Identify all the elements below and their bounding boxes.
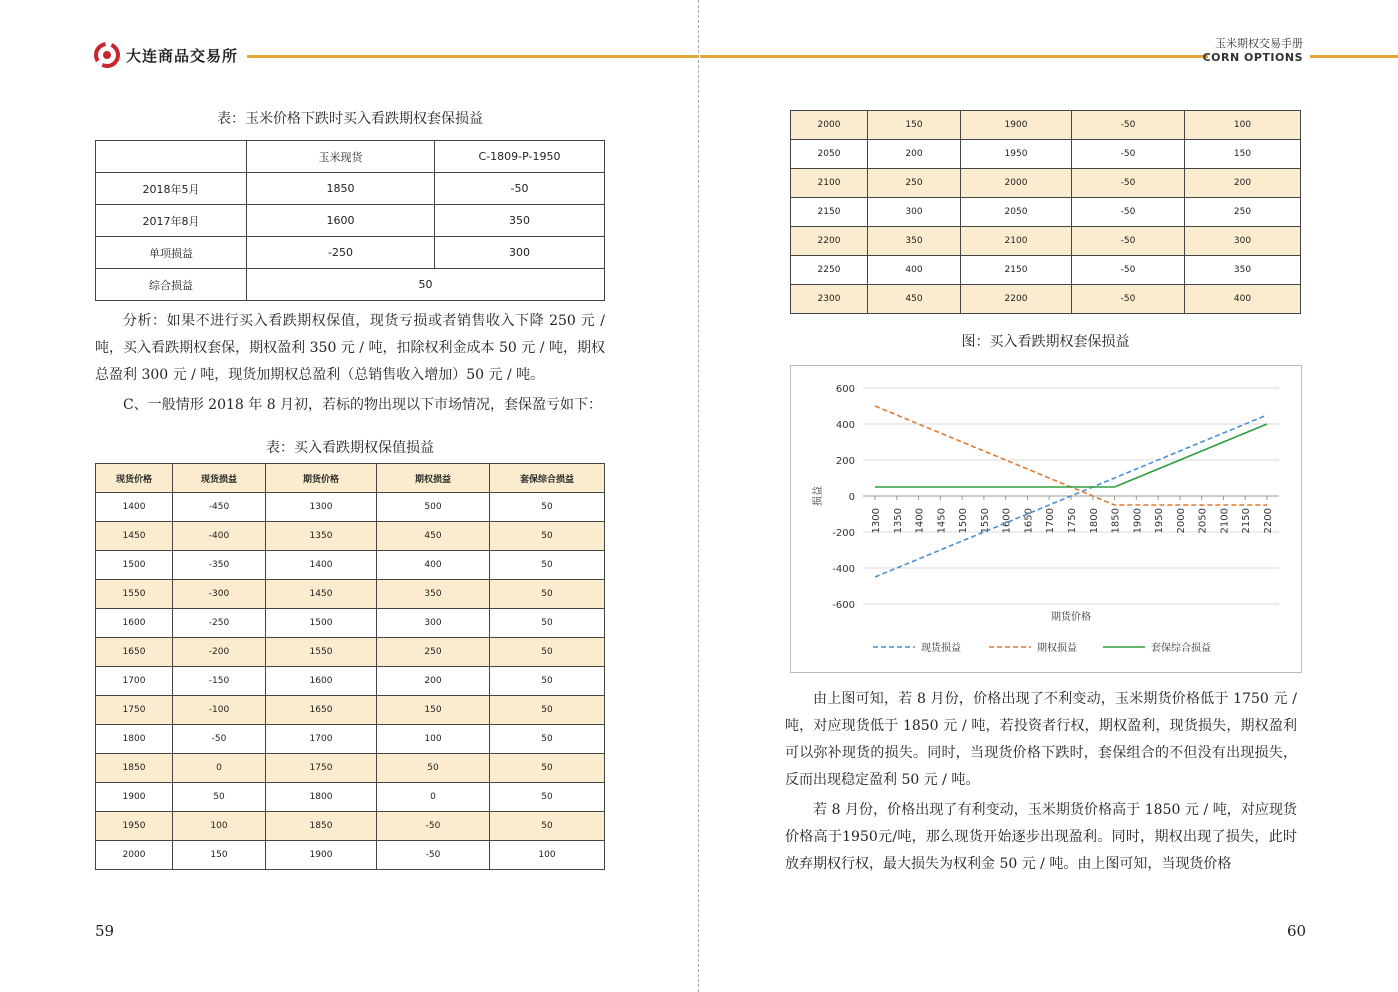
table-row [791, 198, 1301, 227]
x-tick-label: 1750 [1067, 508, 1078, 534]
table-cell: 单项损益 [96, 237, 247, 269]
table-row [96, 493, 605, 522]
hedge-pnl-chart [790, 365, 1302, 673]
table-cell: -200 [173, 638, 266, 667]
table-cell: 1750 [266, 754, 377, 783]
table-cell: 1350 [266, 522, 377, 551]
table-cell: 50 [490, 522, 605, 551]
table-cell: 50 [490, 667, 605, 696]
table-cell: 50 [490, 696, 605, 725]
table-cell: -50 [173, 725, 266, 754]
y-tick-label: 600 [835, 384, 855, 395]
table-header-cell: 现货价格 [96, 464, 173, 493]
header-rule [1310, 55, 1398, 58]
table-cell: 300 [1185, 227, 1301, 256]
table-cell: 400 [377, 551, 490, 580]
table-cell: 300 [868, 198, 961, 227]
x-tick-label: 1350 [892, 508, 904, 534]
table-row [96, 638, 605, 667]
table-cell: 50 [377, 754, 490, 783]
table-row [96, 269, 605, 301]
page-divider [698, 0, 699, 992]
table-cell: 350 [377, 580, 490, 609]
table-row [791, 111, 1301, 140]
header-rule [247, 55, 698, 58]
table-cell: 150 [1185, 140, 1301, 169]
page-number: 59 [95, 922, 115, 940]
table-cell: 2200 [791, 227, 868, 256]
table-cell: 200 [1185, 169, 1301, 198]
left-page [0, 0, 698, 992]
table-cell: 300 [377, 609, 490, 638]
x-tick-label: 1850 [1110, 508, 1122, 534]
book-title: 玉米期权交易手册 [1215, 37, 1303, 50]
table-cell: 400 [868, 256, 961, 285]
table-cell: 350 [868, 227, 961, 256]
table-cell: 2300 [791, 285, 868, 314]
table-cell: -250 [247, 237, 435, 269]
header-rule [700, 55, 1208, 58]
table-cell: 100 [490, 841, 605, 870]
hedge-table [95, 140, 605, 301]
table-header-row [96, 464, 605, 493]
table-row [96, 812, 605, 841]
x-tick-label: 1700 [1045, 508, 1057, 534]
series-line-1 [875, 406, 1267, 505]
table-cell: 500 [377, 493, 490, 522]
x-tick-label: 1500 [958, 508, 970, 534]
table-cell: -250 [173, 609, 266, 638]
table-cell: 100 [173, 812, 266, 841]
table-cell: 450 [377, 522, 490, 551]
table-cell: 2200 [961, 285, 1072, 314]
table-cell: -50 [1072, 256, 1185, 285]
table-cell: 1900 [961, 111, 1072, 140]
table-cell: -50 [1072, 285, 1185, 314]
table-row [791, 140, 1301, 169]
x-tick-label: 2200 [1263, 508, 1274, 534]
table-cell: 2150 [791, 198, 868, 227]
table-cell: 综合损益 [96, 269, 247, 301]
table2-caption: 表：买入看跌期权保值损益 [266, 440, 434, 456]
right-page [700, 0, 1398, 992]
table-cell: 1600 [266, 667, 377, 696]
series-line-2 [875, 424, 1267, 487]
table-cell: 50 [490, 493, 605, 522]
hedge-detail-table-continued [790, 110, 1301, 314]
table-cell: 1650 [96, 638, 173, 667]
table-cell: 1800 [266, 783, 377, 812]
table-cell: 1650 [266, 696, 377, 725]
table-cell: 50 [490, 638, 605, 667]
logo-text: 大连商品交易所 [126, 46, 239, 65]
analysis-paragraph: 分析：如果不进行买入看跌期权保值，现货亏损或者销售收入下降 250 元 / 吨，买入看跌期权套保，期权盈利 350 元 / 吨，扣除权利金成本 50 元 / 吨，期权总盈利 300 元 / 吨，现货加期权总盈利（总销售收入增加）50 元 / 吨。 [95, 313, 605, 383]
table-cell: 2050 [791, 140, 868, 169]
table-cell: -350 [173, 551, 266, 580]
y-tick-label: 400 [835, 420, 855, 431]
table-cell: 250 [1185, 198, 1301, 227]
table-cell: 1450 [96, 522, 173, 551]
table-row [96, 551, 605, 580]
x-tick-label: 1450 [936, 508, 948, 534]
conclusion-paragraph-2: 若 8 月份，价格出现了有利变动，玉米期货价格高于 1850 元 / 吨，对应现货价格高于1950元/吨，那么现货开始逐步出现盈利。同时，期权出现了损失，此时放弃期权行权，最大损失为权利金 50 元 / 吨。由上图可知，当现货价格 [785, 802, 1297, 872]
table-cell: 250 [377, 638, 490, 667]
table-cell: 1800 [96, 725, 173, 754]
x-tick-label: 1600 [1001, 508, 1013, 534]
table-cell: 50 [490, 551, 605, 580]
table-cell: 1500 [96, 551, 173, 580]
table-cell: 50 [247, 269, 605, 301]
table-cell: 2000 [96, 841, 173, 870]
table-row [96, 667, 605, 696]
chart-caption: 图：买入看跌期权套保损益 [961, 334, 1130, 350]
table-cell: 2100 [791, 169, 868, 198]
table-cell: -450 [173, 493, 266, 522]
table-cell: 1850 [266, 812, 377, 841]
table-row [96, 783, 605, 812]
table-cell: 1600 [247, 205, 435, 237]
table-cell: 1850 [96, 754, 173, 783]
x-tick-label: 1900 [1132, 508, 1144, 534]
table-cell: 2250 [791, 256, 868, 285]
table-row [791, 285, 1301, 314]
table-cell: 350 [1185, 256, 1301, 285]
table-row [96, 754, 605, 783]
y-tick-label: 0 [848, 492, 855, 503]
table-cell: -50 [377, 841, 490, 870]
table-cell: 2050 [961, 198, 1072, 227]
page-number: 60 [1287, 922, 1307, 940]
table-cell: 1900 [96, 783, 173, 812]
y-tick-label: 200 [835, 456, 855, 467]
table-cell: 0 [377, 783, 490, 812]
table-row [96, 609, 605, 638]
table-cell: 200 [377, 667, 490, 696]
table-cell: -50 [1072, 140, 1185, 169]
table-cell: 2018年5月 [96, 173, 247, 205]
table-cell: 1750 [96, 696, 173, 725]
x-tick-label: 2000 [1175, 508, 1187, 534]
general-case-paragraph: C、一般情形 2018 年 8 月初，若标的物出现以下市场情况，套保盈亏如下： [123, 397, 603, 413]
x-tick-label: 1400 [914, 508, 926, 534]
table-cell: -50 [1072, 227, 1185, 256]
x-axis-label: 期货价格 [1051, 612, 1091, 623]
table-cell: 100 [1185, 111, 1301, 140]
table-cell: 1550 [96, 580, 173, 609]
table-row [96, 205, 605, 237]
table-cell: 50 [490, 609, 605, 638]
y-axis-label: 损益 [813, 486, 824, 506]
table-cell: 2000 [961, 169, 1072, 198]
table-header-cell: 期权损益 [377, 464, 490, 493]
legend-label: 套保综合损益 [1151, 643, 1211, 654]
table-cell: 1600 [96, 609, 173, 638]
y-tick-label: -400 [832, 564, 855, 575]
table-cell: 300 [435, 237, 605, 269]
y-tick-label: -600 [832, 600, 855, 611]
legend-label: 期权损益 [1037, 643, 1077, 654]
table-cell: 150 [377, 696, 490, 725]
table-cell: 250 [868, 169, 961, 198]
table-cell: 0 [173, 754, 266, 783]
x-tick-label: 2050 [1197, 508, 1209, 534]
table-cell: 150 [868, 111, 961, 140]
table-cell: 1700 [96, 667, 173, 696]
x-tick-label: 1650 [1023, 508, 1035, 534]
table-cell: 1950 [96, 812, 173, 841]
table-cell: 1400 [266, 551, 377, 580]
table-cell: 150 [173, 841, 266, 870]
table-row [96, 725, 605, 754]
table-cell: 450 [868, 285, 961, 314]
table-cell: 400 [1185, 285, 1301, 314]
table-cell: 50 [490, 754, 605, 783]
table-header-cell: 玉米现货 [247, 141, 435, 173]
table-cell: -50 [435, 173, 605, 205]
x-tick-label: 1800 [1088, 508, 1100, 534]
table-cell: 1500 [266, 609, 377, 638]
exchange-logo [94, 42, 238, 68]
table-row [96, 580, 605, 609]
table1-caption: 表：玉米价格下跌时买入看跌期权套保损益 [217, 111, 483, 127]
table-cell: -50 [1072, 198, 1185, 227]
table-header-cell: 期货价格 [266, 464, 377, 493]
table-cell: 350 [435, 205, 605, 237]
table-row [96, 696, 605, 725]
table-cell: 50 [490, 580, 605, 609]
table-cell: 50 [490, 725, 605, 754]
table-cell: -100 [173, 696, 266, 725]
table-row [96, 173, 605, 205]
table-cell: 1550 [266, 638, 377, 667]
dce-logo-icon [94, 42, 120, 68]
x-tick-label: 1300 [871, 508, 882, 534]
x-tick-label: 2100 [1219, 508, 1231, 534]
table-row [96, 237, 605, 269]
table-cell: 1450 [266, 580, 377, 609]
table-cell: 50 [173, 783, 266, 812]
table-cell: -50 [377, 812, 490, 841]
table-cell: 50 [490, 783, 605, 812]
table-cell: 200 [868, 140, 961, 169]
table-cell: -150 [173, 667, 266, 696]
table-cell: 100 [377, 725, 490, 754]
table-cell: 1300 [266, 493, 377, 522]
table-cell: -50 [1072, 111, 1185, 140]
book-subtitle: CORN OPTIONS [1202, 51, 1303, 64]
table-cell: 1850 [247, 173, 435, 205]
table-header-cell: C-1809-P-1950 [435, 141, 605, 173]
table-cell: 2000 [791, 111, 868, 140]
table-cell: 2150 [961, 256, 1072, 285]
table-row [96, 841, 605, 870]
table-row [96, 522, 605, 551]
conclusion-paragraph-1: 由上图可知，若 8 月份，价格出现了不利变动，玉米期货价格低于 1750 元 / 吨，对应现货低于 1850 元 / 吨，若投资者行权，期权盈利，现货损失，期权盈利可以弥补现货的损失。同时，当现货价格下跌时，套保组合的不但没有出现损失，反而出现稳定盈利 50 元 / 吨。 [785, 691, 1297, 788]
table-cell: 1950 [961, 140, 1072, 169]
table-row [791, 169, 1301, 198]
table-cell: -400 [173, 522, 266, 551]
book-title-block [1203, 35, 1303, 64]
legend-label: 现货损益 [921, 643, 961, 654]
x-tick-label: 2150 [1241, 508, 1253, 534]
table-row [791, 227, 1301, 256]
table-cell: 2017年8月 [96, 205, 247, 237]
table-cell: 1400 [96, 493, 173, 522]
table-cell: 50 [490, 812, 605, 841]
table-header-cell: 套保综合损益 [490, 464, 605, 493]
table-header-cell: 现货损益 [173, 464, 266, 493]
table-cell: -300 [173, 580, 266, 609]
x-tick-label: 1550 [979, 508, 991, 534]
table-header-cell [96, 141, 247, 173]
table-cell: 2100 [961, 227, 1072, 256]
chart-svg [791, 366, 1301, 672]
table-cell: -50 [1072, 169, 1185, 198]
hedge-detail-table [95, 463, 605, 870]
x-tick-label: 1950 [1154, 508, 1166, 534]
table-cell: 1900 [266, 841, 377, 870]
y-tick-label: -200 [832, 528, 855, 539]
table-row [791, 256, 1301, 285]
table-cell: 1700 [266, 725, 377, 754]
